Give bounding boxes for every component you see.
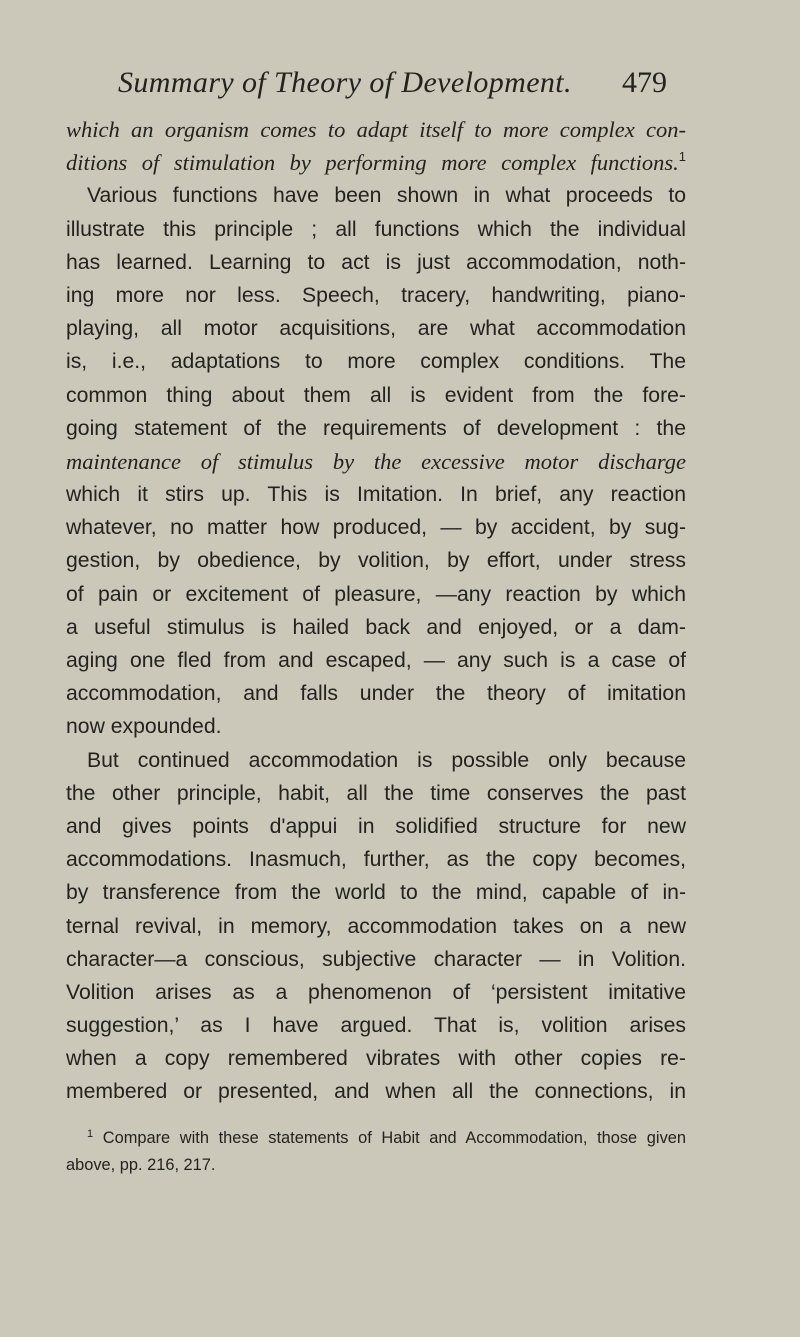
text-line-15: of pain or excitement of pleasure, —any reaction by which — [66, 582, 686, 606]
text-line-25: ternal revival, in memory, accommodation takes on a new — [66, 914, 686, 938]
text-line-6: ing more nor less. Speech, tracery, handwriting, piano- — [66, 283, 686, 307]
text-line-9: common thing about them all is evident from the fore- — [66, 383, 686, 407]
text-line-20: But continued accommodation is possible only because — [87, 748, 686, 772]
footnote — [66, 1126, 686, 1178]
text-line-8: is, i.e., adaptations to more complex conditions. The — [66, 350, 686, 374]
text-line-4: illustrate this principle ; all functions which the individual — [66, 217, 686, 241]
text-line-2 — [66, 146, 686, 179]
text-line-29: when a copy remembered vibrates with other copies re- — [66, 1047, 686, 1071]
text-line-17: aging one fled from and escaped, — any such is a case of — [66, 649, 686, 672]
text-line-23: accommodations. Inasmuch, further, as the copy becomes, — [66, 848, 686, 872]
text-line-26: character—a conscious, subjective character — in Volition. — [66, 947, 686, 971]
text-line-27: Volition arises as a phenomenon of ‘persistent imitative — [66, 980, 686, 1004]
text-line-10: going statement of the requirements of development : the — [66, 416, 686, 440]
text-line-1: which an organism comes to adapt itself to more complex con- — [66, 117, 686, 142]
text-line-2-text: ditions of stimulation by performing more complex functions. — [66, 150, 679, 176]
text-line-14: gestion, by obedience, by volition, by effort, under stress — [66, 549, 686, 573]
page-number: 479 — [622, 66, 667, 99]
footnote-line-1 — [66, 1126, 686, 1153]
text-line-3: Various functions have been shown in what proceeds to — [87, 184, 686, 208]
text-line-24: by transference from the world to the mind, capable of in- — [66, 881, 686, 905]
footnote-line-1-text: Compare with these statements of Habit and Accommodation, those given — [102, 1129, 686, 1147]
text-line-13: whatever, no matter how produced, — by accident, by sug- — [66, 516, 686, 540]
footnote-ref: 1 — [678, 149, 686, 165]
text-line-30: membered or presented, and when all the connections, in — [66, 1080, 686, 1104]
footnote-marker: 1 — [87, 1128, 94, 1140]
text-line-11: maintenance of stimulus by the excessive motor discharge — [66, 448, 686, 474]
body-text — [66, 113, 686, 1109]
running-title: Summary of Theory of Development. — [118, 66, 572, 99]
page-header — [0, 66, 800, 112]
text-line-5: has learned. Learning to act is just accommodation, noth- — [66, 250, 686, 274]
text-line-7: playing, all motor acquisitions, are what accommodation — [66, 317, 686, 341]
text-line-18: accommodation, and falls under the theory of imitation — [66, 682, 686, 706]
text-line-21: the other principle, habit, all the time conserves the past — [66, 781, 686, 805]
footnote-line-2: above, pp. 216, 217. — [66, 1156, 216, 1174]
text-line-16: a useful stimulus is hailed back and enjoyed, or a dam- — [66, 615, 686, 639]
text-line-12: which it stirs up. This is Imitation. In brief, any reaction — [66, 483, 686, 507]
text-line-19: now expounded. — [66, 715, 222, 739]
text-line-28: suggestion,’ as I have argued. That is, volition arises — [66, 1014, 686, 1038]
text-line-22: and gives points d'appui in solidified structure for new — [66, 814, 686, 838]
